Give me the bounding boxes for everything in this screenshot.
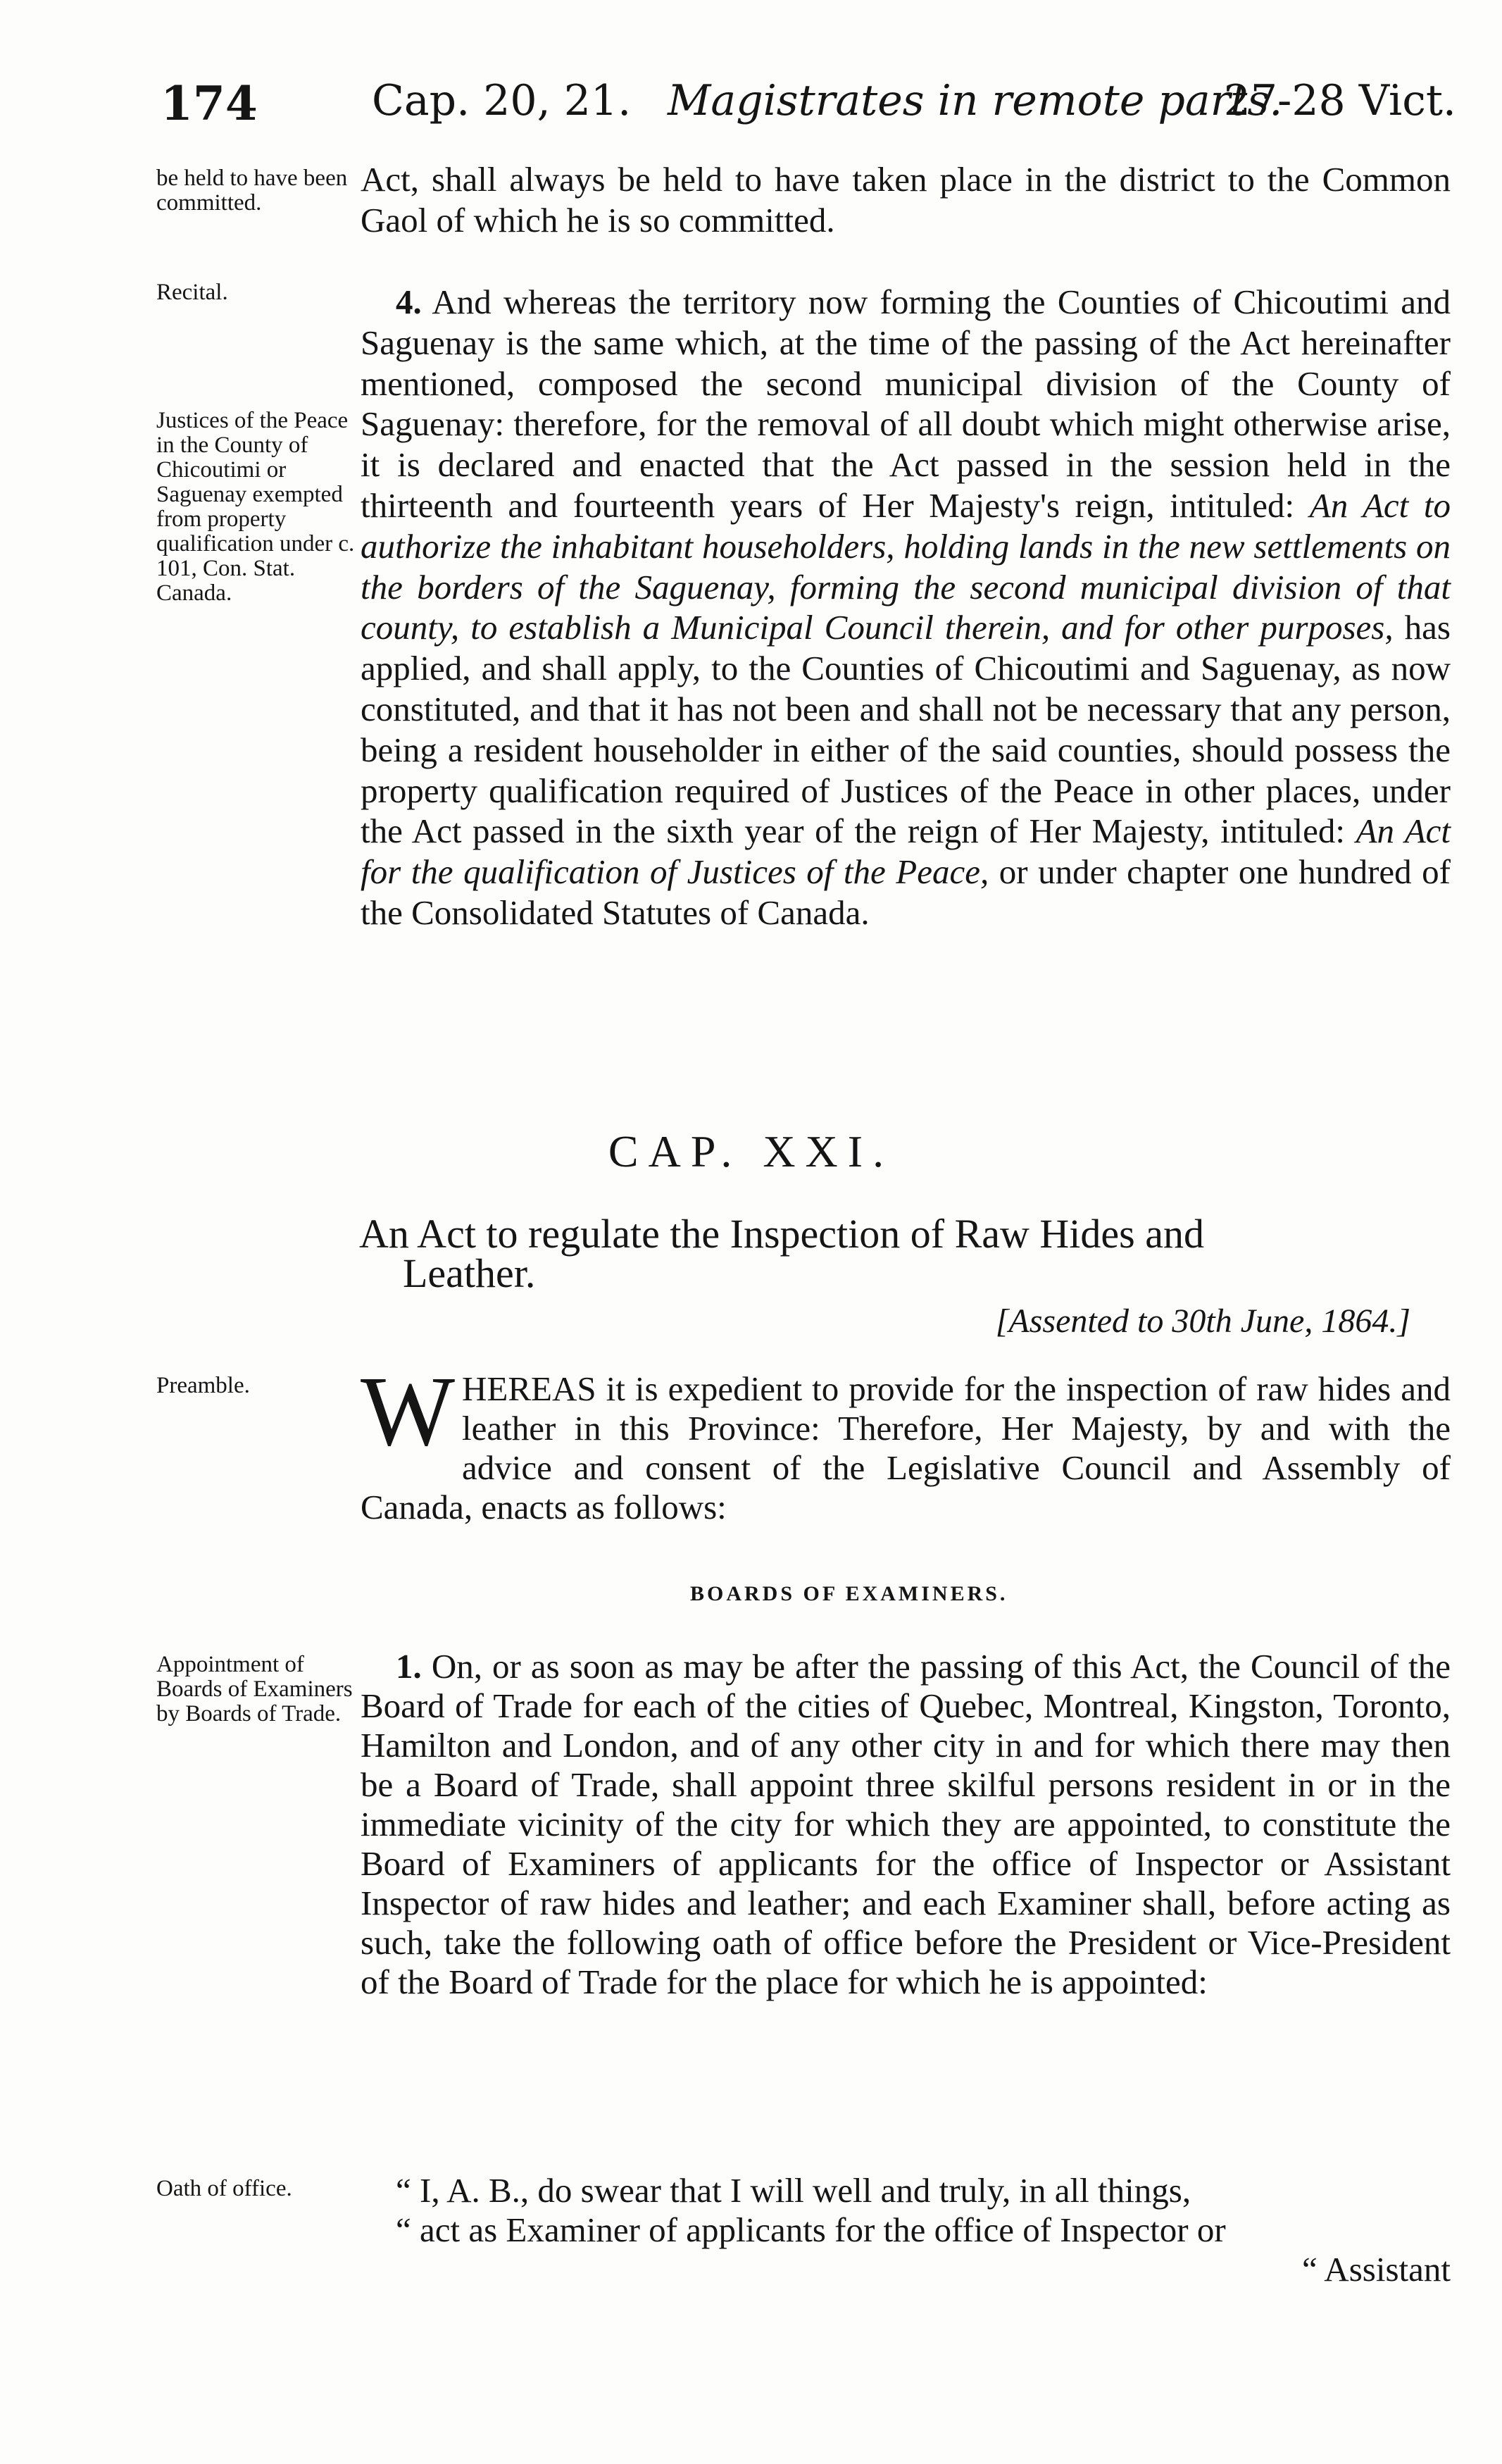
continuation-text: Act, shall always be held to have taken place in the district to the Common Gaol of which he is so committed. — [361, 160, 1451, 239]
cap21-section-1 — [361, 1647, 1451, 2002]
oath-line-2: “ act as Examiner of applicants for the office of Inspector or — [396, 2210, 1226, 2249]
margin-note-justices: Justices of the Peace in the County of Chicoutimi or Saguenay exempted from property qualification under c. 101, Con. Stat. Canada. — [156, 408, 355, 606]
regnal-year: 27-28 Vict. — [1223, 76, 1456, 125]
section-4-act-title-1: An Act to authorize the inhabitant householders, holding lands in the new settlements on the borders of the Saguenay, forming the second municipal division of that county, to establish a Municipal Council therein, and for other purposes, — [361, 485, 1451, 647]
section-4-act-title-2: An Act for the qualification of Justices of the Peace, — [361, 811, 1451, 892]
margin-note-appointment: Appointment of Boards of Examiners by Boards of Trade. — [156, 1652, 353, 1726]
margin-note-oath: Oath of office. — [156, 2176, 292, 2201]
running-title: Magistrates in remote parts. — [668, 76, 1283, 125]
section-4-number: 4. — [396, 282, 422, 321]
margin-note-committed: be held to have been committed. — [156, 166, 348, 216]
section-4-text-a: And whereas the territory now forming the Counties of Chicoutimi and Saguenay is the same which, at the time of the passing of the Act hereinafter mentioned, composed the second municipal division of the County of Saguenay: therefore, for the removal of all doubt which might otherwise arise, it is declared and enacted that the Act passed in the session held in the thirteenth and fourteenth years of Her Majesty's reign, intituled: — [361, 282, 1451, 525]
oath-line-3: “ Assistant — [1302, 2250, 1451, 2289]
section-4-text-b: has applied, and shall apply, to the Counties of Chicoutimi and Saguenay, as now constituted, and that it has not been and shall not be necessary that any person, being a resident householder in either of the said counties, should possess the property qualification required of Justices of the Peace in other places, under the Act passed in the sixth year of the reign of Her Majesty, intituled: — [361, 608, 1451, 851]
act-title-line-1: An Act to regulate the Inspection of Raw Hides and — [359, 1211, 1204, 1257]
page-number: 174 — [161, 76, 258, 131]
preamble-text: HEREAS it is expedient to provide for the inspection of raw hides and leather in this Province: Therefore, Her Majesty, by and with the advice and consent of the Legislative Council and Assembly of Canada, enacts as follows: — [361, 1369, 1451, 1526]
act-title — [359, 1211, 1451, 1296]
section-1-number: 1. — [396, 1647, 422, 1686]
section-1-text: On, or as soon as may be after the passing of this Act, the Council of the Board of Trade for each of the cities of Quebec, Montreal, Kingston, Toronto, Hamilton and London, and of any other city in and for which there may then be a Board of Trade, shall appoint three skilful persons resident in or in the immediate vicinity of the city for which they are appointed, to constitute the Board of Examiners of applicants for the office of Inspector or Assistant Inspector of raw hides and leather; and each Examiner shall, before acting as such, take the following oath of office before the President or Vice-President of the Board of Trade for the place for which he is appointed: — [361, 1647, 1451, 2001]
cap20-section-4 — [361, 282, 1451, 933]
assent-date: [Assented to 30th June, 1864.] — [995, 1302, 1410, 1340]
act-title-line-2: Leather. — [403, 1250, 536, 1296]
oath-text — [361, 2171, 1451, 2289]
oath-line-1: “ I, A. B., do swear that I will well and truly, in all things, — [396, 2171, 1191, 2210]
margin-note-preamble: Preamble. — [156, 1373, 250, 1398]
cap20-continuation — [361, 159, 1451, 241]
section-4-text-c: or under chapter one hundred of the Consolidated Statutes of Canada. — [361, 852, 1451, 932]
chapter-reference: Cap. 20, 21. — [372, 76, 632, 125]
margin-note-recital: Recital. — [156, 280, 228, 305]
preamble-paragraph — [361, 1355, 1451, 1527]
cap-21-heading: CAP. XXI. — [608, 1126, 894, 1176]
preamble-drop-cap: W — [361, 1355, 456, 1467]
running-header — [161, 76, 1456, 132]
section-heading-boards: BOARDS OF EXAMINERS. — [690, 1582, 1008, 1605]
